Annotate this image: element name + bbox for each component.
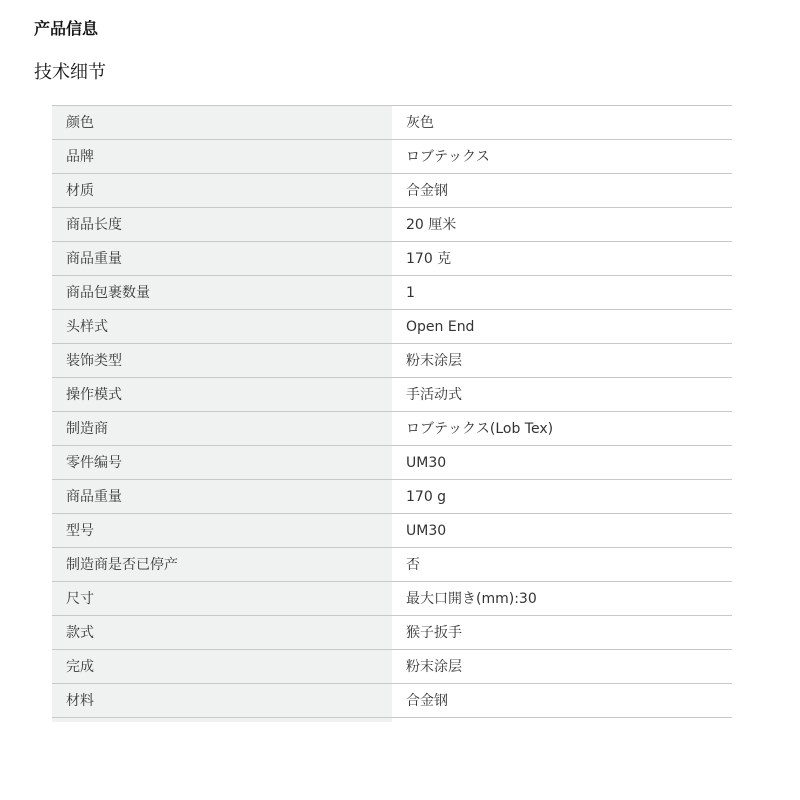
spec-value: UM30 [392,514,732,548]
spec-label: 零件编号 [52,446,392,480]
spec-value: Open End [392,310,732,344]
table-row [52,582,732,616]
spec-value: 20 厘米 [392,208,732,242]
table-row [52,650,732,684]
spec-label: 商品长度 [52,208,392,242]
spec-label: 头样式 [52,310,392,344]
spec-label: 材质 [52,174,392,208]
table-row [52,208,732,242]
spec-label: 操作模式 [52,378,392,412]
table-row [52,276,732,310]
table-row [52,310,732,344]
spec-label: 颜色 [52,106,392,140]
table-row [52,480,732,514]
spec-value: 手活动式 [392,378,732,412]
spec-value: 170 克 [392,242,732,276]
technical-details-table-container [52,105,732,722]
table-row [52,140,732,174]
spec-value: 170 g [392,480,732,514]
table-row [52,548,732,582]
spec-label: 完成 [52,650,392,684]
spec-label: 制造商 [52,412,392,446]
spec-label: 材料 [52,684,392,718]
table-row [52,344,732,378]
spec-label: 商品重量 [52,480,392,514]
table-row [52,242,732,276]
spec-label: 商品重量 [52,242,392,276]
table-row [52,616,732,650]
table-row [52,378,732,412]
spec-value: ロブテックス(Lob Tex) [392,412,732,446]
table-tail [52,718,392,722]
table-row [52,446,732,480]
spec-value: 最大口開き(mm):30 [392,582,732,616]
spec-value: 否 [392,548,732,582]
technical-details-table-body [52,106,732,718]
spec-value: ロブテックス [392,140,732,174]
spec-value: UM30 [392,446,732,480]
table-row [52,174,732,208]
spec-value: 粉末涂层 [392,344,732,378]
spec-value: 灰色 [392,106,732,140]
spec-value: 猴子扳手 [392,616,732,650]
subsection-title: 技术细节 [34,62,106,83]
spec-label: 装饰类型 [52,344,392,378]
spec-value: 粉末涂层 [392,650,732,684]
spec-value: 1 [392,276,732,310]
table-row [52,684,732,718]
table-row [52,412,732,446]
table-row [52,514,732,548]
spec-value: 合金钢 [392,684,732,718]
technical-details-table [52,105,732,718]
spec-label: 款式 [52,616,392,650]
section-title: 产品信息 [34,19,99,38]
table-row [52,106,732,140]
spec-label: 品牌 [52,140,392,174]
spec-label: 商品包裹数量 [52,276,392,310]
spec-label: 制造商是否已停产 [52,548,392,582]
spec-label: 尺寸 [52,582,392,616]
spec-label: 型号 [52,514,392,548]
spec-value: 合金钢 [392,174,732,208]
